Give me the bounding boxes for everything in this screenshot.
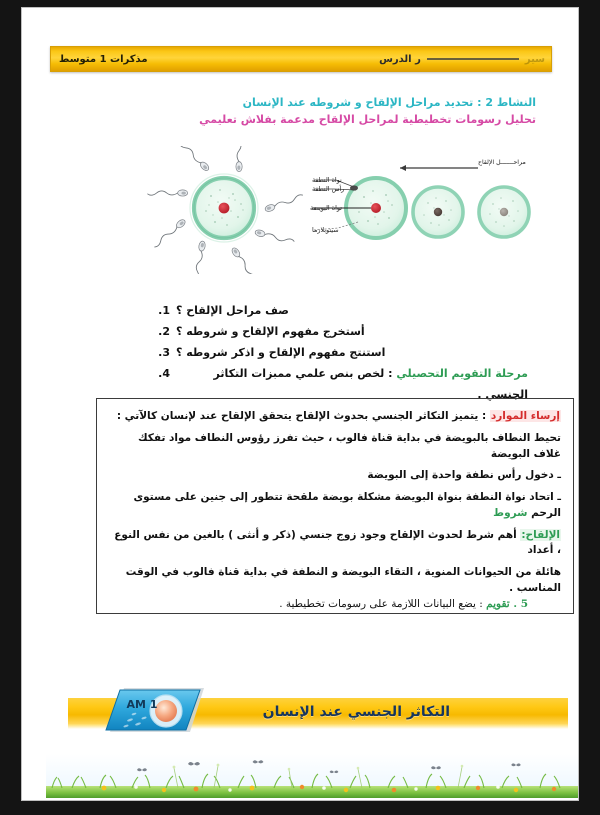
- banner-badge-tile: [96, 686, 216, 736]
- activity-title-line1: النشاط 2 : تحديد مراحل الإلقاح و شروطه عند الإنسان: [242, 96, 536, 109]
- banner-title: التكاثر الجنسي عند الإنسان: [262, 704, 450, 720]
- footer-svg: [46, 754, 578, 798]
- box-line-5: [109, 528, 561, 560]
- box-line-1-text: : يتميز التكاثر الجنسي بحدوث الإلقاح يتحقق الإلقاح عند لإنسان كالآتي :: [116, 410, 487, 422]
- activity-title-line2: تحليل رسومات تخطيطية لمراحل الإلقاح مدعمة بفلاش تعليمي: [199, 113, 536, 127]
- header-lesson-label: ر الدرس: [379, 53, 421, 65]
- page-content-area: [34, 18, 566, 788]
- resources-box: [96, 398, 574, 614]
- header-left-group: [59, 47, 148, 71]
- fertilization-diagram: [142, 146, 542, 274]
- stage-cell-2: [413, 187, 463, 237]
- header-series-label: مذكرات 1 متوسط: [59, 53, 148, 65]
- evaluation-item: [198, 598, 528, 610]
- box-line-4-text: ـ اتحاد نواة النطفة بنواة البويضة مشكلة بويضة ملقحة تتطور إلى جنين على مستوى الرحم: [133, 491, 561, 519]
- question-item: [158, 321, 528, 342]
- header-right-group: [379, 47, 545, 71]
- box-line-1: [109, 409, 561, 425]
- activity-title-block: [196, 94, 536, 128]
- box-line-2: تحيط النطاف بالبويضة في بداية قناة فالوب ، حيث تفرز رؤوس النطاف مواد تفكك غلاف البويضة: [138, 431, 561, 460]
- label-sperm-head: رأس النطفة: [312, 185, 345, 193]
- question-item: [158, 342, 528, 363]
- badge-level-text: 1 AM: [126, 698, 158, 711]
- box-label-conditions: شروط: [493, 506, 528, 519]
- decorative-footer: [46, 754, 578, 798]
- box-line-3: ـ دخول رأس نطفة واحدة إلى البويضة: [367, 469, 561, 482]
- badge-svg: [96, 686, 216, 736]
- question-text: استنتج مفهوم الإلقاح و اذكر شروطه ؟: [176, 346, 386, 360]
- box-line-4: [109, 490, 561, 522]
- box-line-5-text: أهم شرط لحدوث الإلقاح وجود زوج جنسي (ذكر و أنثى ) بالغين من نفس النوع ، أعداد: [114, 528, 561, 557]
- document-page: [22, 8, 578, 800]
- question-number: 1.: [158, 304, 170, 317]
- stage-cell-3: [479, 187, 529, 237]
- question-number: 2.: [158, 325, 170, 339]
- header-faint-text: سير: [524, 53, 545, 65]
- box-label-resources: إرساء الموارد: [490, 410, 560, 422]
- header-rule-line: [427, 58, 519, 60]
- page-header: [52, 46, 552, 70]
- question-rest: : لخص بنص علمي ممبزات التكاثر الجنسي .: [213, 367, 528, 402]
- diagram-label-group: [310, 176, 344, 234]
- question-text: صف مراحل الإلقاح ؟: [176, 304, 289, 317]
- label-sperm-nucleus: نواة النطفة: [312, 176, 342, 184]
- question-item: [158, 300, 528, 321]
- questions-list: [158, 300, 528, 406]
- ovum-with-sperm: [148, 146, 304, 274]
- stages-arrow-label: مراحـــــــل الإلقاح: [478, 159, 526, 166]
- label-cytoplasm: سيتوبلازما: [312, 226, 339, 234]
- label-ovum-nucleus: نواة البويضة: [310, 204, 342, 212]
- diagram-svg: [142, 146, 542, 274]
- question-number: 3.: [158, 346, 170, 360]
- question-green-label: مرحلة التقويم التحصيلي: [396, 367, 528, 381]
- evaluation-label: 5 . تقويم: [486, 598, 528, 610]
- question-number: 4.: [158, 367, 170, 381]
- stages-arrow: [400, 159, 526, 171]
- evaluation-text: : يضع البيانات اللازمة على رسومات تخطيطية .: [279, 598, 483, 610]
- question-text: أستخرج مفهوم الإلقاح و شروطه ؟: [176, 325, 365, 339]
- box-line-6: هائلة من الحيوانات المنوية ، التقاء البويضة و النطفة في بداية قناة فالوب في الوقت المناسب .: [125, 566, 561, 594]
- lesson-banner: [68, 686, 568, 736]
- box-label-fertilization: الإلقاح:: [521, 528, 560, 541]
- header-gold-bar: [50, 46, 552, 72]
